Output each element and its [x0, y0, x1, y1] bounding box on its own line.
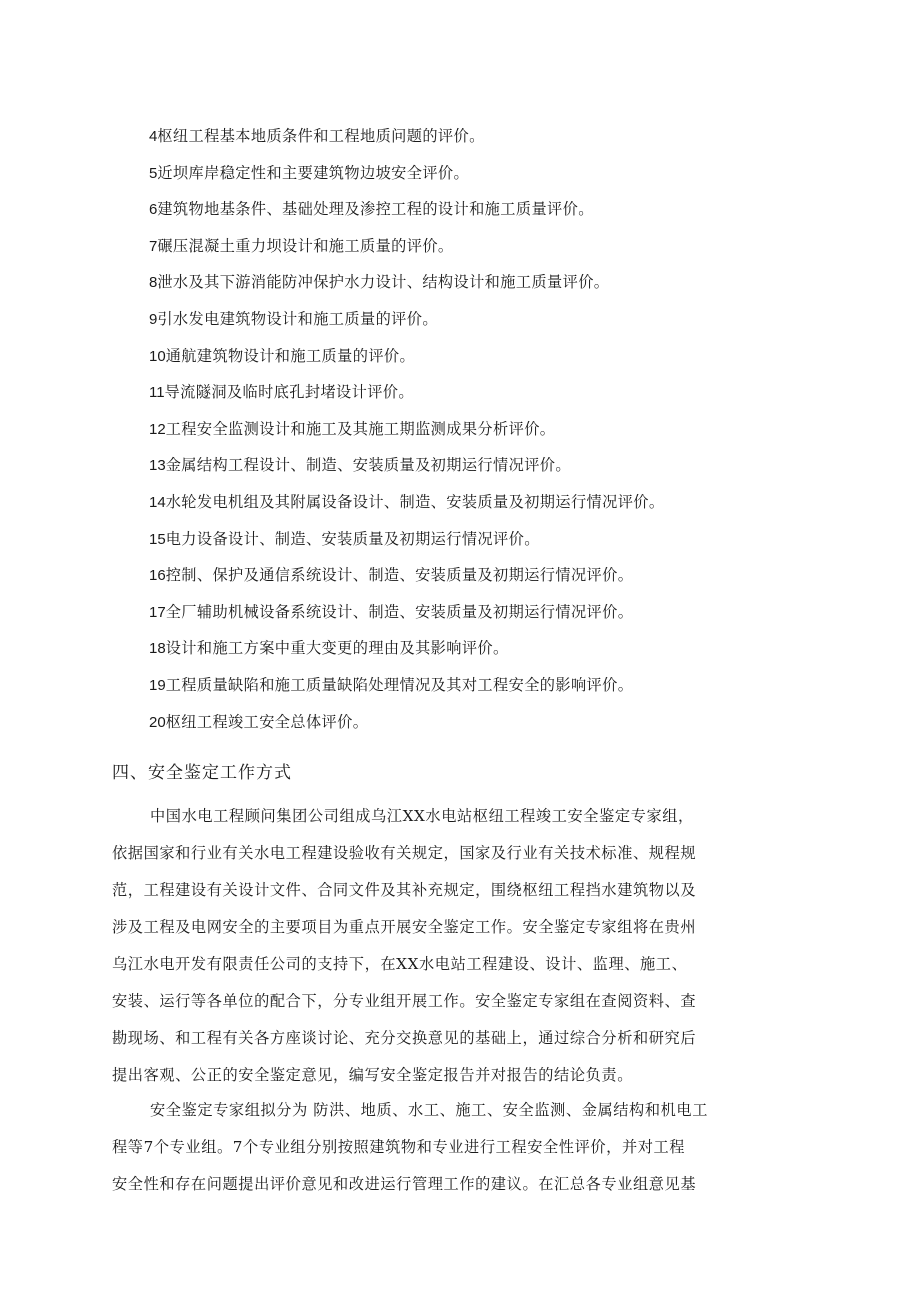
list-item — [149, 452, 849, 489]
paragraph-line: 安装、运行等各单位的配合下，分专业组开展工作。安全鉴定专家组在查阅资料、查 — [112, 992, 697, 1010]
list-item — [149, 306, 849, 343]
list-item — [149, 526, 849, 563]
paragraph-line: 依据国家和行业有关水电工程建设验收有关规定，国家及行业有关技术标准、规程规 — [112, 844, 697, 862]
item-number: 12 — [149, 420, 166, 438]
evaluation-item-list — [149, 123, 849, 745]
item-number: 18 — [149, 640, 166, 658]
list-item — [149, 233, 849, 270]
item-number: 11 — [149, 384, 165, 402]
item-text: 工程质量缺陷和施工质量缺陷处理情况及其对工程安全的影响评价。 — [165, 675, 634, 694]
item-number: 14 — [149, 493, 166, 511]
item-text: 引水发电建筑物设计和施工质量的评价。 — [157, 309, 438, 328]
item-text: 金属结构工程设计、制造、安装质量及初期运行情况评价。 — [165, 456, 571, 475]
item-number: 4 — [149, 128, 158, 145]
item-number: 10 — [149, 347, 166, 365]
list-item — [149, 343, 849, 380]
paragraph-line: 涉及工程及电网安全的主要项目为重点开展安全鉴定工作。安全鉴定专家组将在贵州 — [112, 918, 697, 936]
paragraph-line: 乌江水电开发有限责任公司的支持下，在XX水电站工程建设、设计、监理、施工、 — [112, 955, 688, 973]
item-text: 枢纽工程竣工安全总体评价。 — [165, 712, 369, 731]
list-item — [149, 379, 849, 416]
item-number: 7 — [149, 237, 158, 255]
item-number: 5 — [149, 164, 158, 182]
paragraph-line: 安全性和存在问题提出评价意见和改进运行管理工作的建议。在汇总各专业组意见基 — [112, 1175, 697, 1193]
item-text: 碾压混凝土重力坝设计和施工质量的评价。 — [157, 236, 454, 255]
item-text: 枢纽工程基本地质条件和工程地质问题的评价。 — [157, 127, 485, 145]
item-number: 15 — [149, 530, 166, 548]
list-item — [149, 269, 849, 306]
item-number: 19 — [149, 676, 166, 694]
list-item — [149, 635, 849, 672]
list-item — [149, 160, 849, 197]
body-paragraph — [112, 1092, 722, 1203]
list-item — [149, 709, 849, 746]
list-item — [149, 489, 849, 526]
list-item — [149, 196, 849, 233]
item-text: 建筑物地基条件、基础处理及渗控工程的设计和施工质量评价。 — [157, 200, 594, 219]
item-text: 近坝库岸稳定性和主要建筑物边坡安全评价。 — [157, 163, 470, 182]
item-number: 13 — [149, 457, 166, 475]
paragraph-line: 勘现场、和工程有关各方座谈讨论、充分交换意见的基础上，通过综合分析和研究后 — [112, 1029, 697, 1047]
item-number: 20 — [149, 713, 166, 731]
item-text: 水轮发电机组及其附属设备设计、制造、安装质量及初期运行情况评价。 — [165, 492, 665, 511]
paragraph-line: 安全鉴定专家组拟分为 防洪、地质、水工、施工、安全监测、金属结构和机电工 — [150, 1101, 708, 1119]
list-item — [149, 562, 849, 599]
paragraph-line: 提出客观、公正的安全鉴定意见，编写安全鉴定报告并对报告的结论负责。 — [112, 1066, 633, 1084]
list-item — [149, 599, 849, 636]
list-item — [149, 672, 849, 709]
list-item — [149, 416, 849, 453]
section-heading: 四、安全鉴定工作方式 — [112, 763, 292, 783]
item-text: 全厂辅助机械设备系统设计、制造、安装质量及初期运行情况评价。 — [165, 602, 634, 621]
item-number: 8 — [149, 274, 158, 292]
item-text: 泄水及其下游消能防冲保护水力设计、结构设计和施工质量评价。 — [157, 273, 610, 292]
item-number: 6 — [149, 201, 158, 219]
item-text: 通航建筑物设计和施工质量的评价。 — [165, 346, 416, 365]
list-item — [149, 123, 849, 160]
item-number: 9 — [149, 310, 158, 328]
item-text: 电力设备设计、制造、安装质量及初期运行情况评价。 — [165, 529, 540, 548]
item-text: 设计和施工方案中重大变更的理由及其影响评价。 — [165, 639, 509, 658]
paragraph-line: 程等7个专业组。7个专业组分别按照建筑物和专业进行工程安全性评价，并对工程 — [112, 1138, 686, 1156]
paragraph-line: 范，工程建设有关设计文件、合同文件及其补充规定，围绕枢纽工程挡水建筑物以及 — [112, 881, 697, 899]
item-text: 控制、保护及通信系统设计、制造、安装质量及初期运行情况评价。 — [165, 566, 634, 585]
paragraph-line: 中国水电工程顾问集团公司组成乌江XX水电站枢纽工程竣工安全鉴定专家组， — [150, 807, 694, 825]
item-number: 16 — [149, 567, 166, 585]
item-text: 导流隧洞及临时底孔封堵设计评价。 — [164, 383, 414, 402]
item-number: 17 — [149, 603, 166, 621]
body-paragraph — [112, 798, 722, 1094]
item-text: 工程安全监测设计和施工及其施工期监测成果分析评价。 — [165, 419, 556, 438]
